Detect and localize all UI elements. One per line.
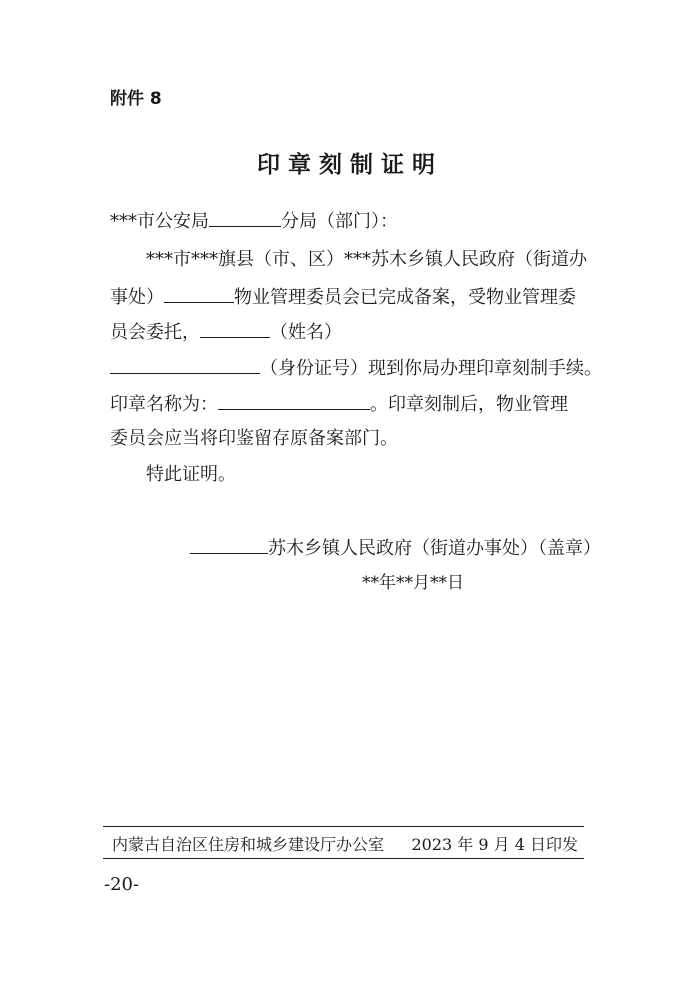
paragraph-line-6	[110, 427, 398, 451]
closing-text: 特此证明。	[146, 464, 236, 485]
paragraph-line-4-end: （身份证号）现到你局办理印章刻制手续。	[260, 358, 602, 379]
salutation-line	[110, 208, 398, 234]
page-number: -20-	[104, 874, 140, 895]
document-date: **年**月**日	[362, 573, 464, 593]
signature-text: 苏木乡镇人民政府（街道办事处）（盖章）	[268, 538, 601, 559]
name-blank	[200, 319, 270, 338]
id-number-blank	[110, 355, 260, 374]
paragraph-line-2	[110, 284, 576, 310]
paragraph-line-1-text: ***市***旗县（市、区）***苏木乡镇人民政府（街道办	[146, 249, 587, 270]
footer-issuance	[112, 832, 578, 855]
footer-bottom-rule	[103, 858, 584, 859]
footer-issue-date: 2023 年 9 月 4 日印发	[411, 835, 578, 854]
signature-line	[190, 534, 601, 560]
paragraph-line-2-end: 物业管理委员会已完成备案，受物业管理委	[234, 287, 576, 308]
paragraph-line-1	[146, 248, 587, 272]
paragraph-line-4	[110, 355, 602, 381]
committee-blank	[164, 284, 234, 303]
paragraph-line-5-end: 。印章刻制后，物业管理	[370, 394, 568, 415]
closing-line	[146, 463, 236, 487]
attachment-label: 附件 8	[110, 89, 162, 109]
township-blank	[190, 535, 268, 554]
footer-top-rule	[103, 826, 584, 827]
paragraph-line-3	[110, 319, 342, 345]
paragraph-line-6-text: 委员会应当将印鉴留存原备案部门。	[110, 428, 398, 449]
paragraph-line-5-start: 印章名称为：	[110, 394, 218, 415]
paragraph-line-3-start: 员会委托，	[110, 322, 200, 343]
seal-name-blank	[218, 391, 370, 410]
department-blank	[209, 208, 281, 227]
salutation-end: 分局（部门）：	[281, 211, 398, 232]
paragraph-line-5	[110, 391, 568, 417]
paragraph-line-2-start: 事处）	[110, 287, 164, 308]
salutation-start: ***市公安局	[110, 211, 209, 232]
paragraph-line-3-end: （姓名）	[270, 322, 342, 343]
document-title: 印章刻制证明	[257, 151, 443, 178]
footer-issuer: 内蒙古自治区住房和城乡建设厅办公室	[112, 835, 385, 854]
